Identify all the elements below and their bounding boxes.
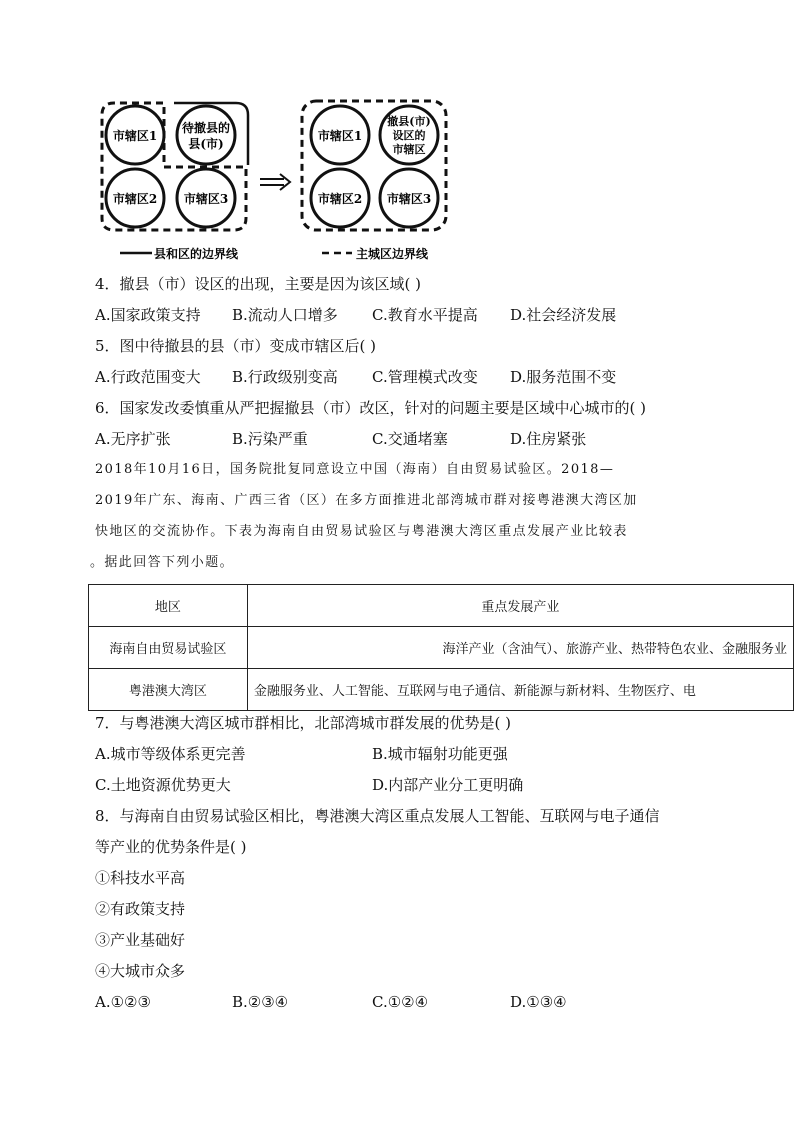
transform-arrow-icon bbox=[260, 174, 290, 190]
q8-item-2: ②有政策支持 bbox=[95, 900, 186, 918]
table-header-row bbox=[89, 585, 794, 627]
district3-label-left: 市辖区3 bbox=[183, 192, 229, 206]
q8-item-3: ③产业基础好 bbox=[95, 931, 186, 949]
row2-industries: 金融服务业、人工智能、互联网与电子通信、新能源与新材料、生物医疗、电 bbox=[247, 669, 793, 711]
table-row bbox=[89, 669, 794, 711]
pending-county-circle bbox=[177, 106, 235, 164]
q5-option-c[interactable]: C.管理模式改变 bbox=[372, 368, 478, 386]
q4-option-b[interactable]: B.流动人口增多 bbox=[232, 306, 338, 324]
question-8-stem-line2: 等产业的优势条件是( ) bbox=[95, 838, 247, 856]
q6-option-a[interactable]: A.无序扩张 bbox=[95, 430, 171, 448]
q7-option-d[interactable]: D.内部产业分工更明确 bbox=[372, 776, 524, 794]
passage-line-3: 快地区的交流协作。下表为海南自由贸易试验区与粤港澳大湾区重点发展产业比较表 bbox=[95, 524, 628, 539]
row1-industries: 海洋产业（含油气）、旅游产业、热带特色农业、金融服务业 bbox=[247, 627, 793, 669]
q6-option-c[interactable]: C.交通堵塞 bbox=[372, 430, 448, 448]
pending-county-label-1: 待撤县的 bbox=[181, 121, 231, 135]
q6-option-b[interactable]: B.污染严重 bbox=[232, 430, 308, 448]
table-row bbox=[89, 627, 794, 669]
q8-option-b[interactable]: B.②③④ bbox=[232, 993, 289, 1011]
legend-dashed-label: 主城区边界线 bbox=[356, 247, 429, 261]
question-8-stem-line1: 8．与海南自由贸易试验区相比，粤港澳大湾区重点发展人工智能、互联网与电子通信 bbox=[95, 807, 660, 825]
question-5-stem: 5．图中待撤县的县（市）变成市辖区后( ) bbox=[95, 337, 377, 355]
q5-option-b[interactable]: B.行政级别变高 bbox=[232, 368, 338, 386]
q8-item-4: ④大城市众多 bbox=[95, 962, 186, 980]
legend-solid-label: 县和区的边界线 bbox=[154, 247, 239, 261]
q7-option-b[interactable]: B.城市辐射功能更强 bbox=[372, 745, 508, 763]
question-4-stem: 4．撤县（市）设区的出现，主要是因为该区域( ) bbox=[95, 275, 422, 293]
district2-label-left: 市辖区2 bbox=[112, 192, 158, 206]
q4-option-d[interactable]: D.社会经济发展 bbox=[510, 306, 617, 324]
header-industries: 重点发展产业 bbox=[247, 585, 793, 627]
merged-district-label-1: 撤县(市) bbox=[387, 115, 431, 128]
q4-option-c[interactable]: C.教育水平提高 bbox=[372, 306, 478, 324]
district1-label-right: 市辖区1 bbox=[317, 129, 363, 143]
row2-region: 粤港澳大湾区 bbox=[89, 669, 248, 711]
passage-line-1: 2018年10月16日，国务院批复同意设立中国（海南）自由贸易试验区。2018— bbox=[95, 462, 615, 477]
question-7-stem: 7．与粤港澳大湾区城市群相比，北部湾城市群发展的优势是( ) bbox=[95, 714, 512, 732]
q7-option-a[interactable]: A.城市等级体系更完善 bbox=[95, 745, 246, 763]
q7-option-c[interactable]: C.土地资源优势更大 bbox=[95, 776, 231, 794]
q5-option-d[interactable]: D.服务范围不变 bbox=[510, 368, 617, 386]
row1-region: 海南自由贸易试验区 bbox=[89, 627, 248, 669]
merged-district-label-2: 设区的 bbox=[392, 129, 426, 142]
after-diagram bbox=[302, 101, 446, 230]
before-diagram bbox=[102, 103, 248, 230]
q4-option-a[interactable]: A.国家政策支持 bbox=[95, 306, 201, 324]
q8-item-1: ①科技水平高 bbox=[95, 869, 186, 887]
question-6-stem: 6．国家发改委慎重从严把握撤县（市）改区，针对的问题主要是区域中心城市的( ) bbox=[95, 399, 647, 417]
passage-line-4: 。据此回答下列小题。 bbox=[90, 555, 235, 570]
q8-option-a[interactable]: A.①②③ bbox=[95, 993, 151, 1011]
district3-label-right: 市辖区3 bbox=[386, 192, 432, 206]
q5-option-a[interactable]: A.行政范围变大 bbox=[95, 368, 201, 386]
district-change-diagram bbox=[90, 95, 460, 265]
q8-option-d[interactable]: D.①③④ bbox=[510, 993, 567, 1011]
q8-option-c[interactable]: C.①②④ bbox=[372, 993, 429, 1011]
pending-county-label-2: 县(市) bbox=[188, 137, 224, 151]
q6-option-d[interactable]: D.住房紧张 bbox=[510, 430, 587, 448]
merged-district-label-3: 市辖区 bbox=[392, 143, 426, 156]
district2-label-right: 市辖区2 bbox=[317, 192, 363, 206]
passage-line-2: 2019年广东、海南、广西三省（区）在多方面推进北部湾城市群对接粤港澳大湾区加 bbox=[95, 493, 638, 508]
industry-comparison-table bbox=[88, 584, 794, 711]
header-region: 地区 bbox=[89, 585, 248, 627]
district1-label-left: 市辖区1 bbox=[112, 129, 158, 143]
